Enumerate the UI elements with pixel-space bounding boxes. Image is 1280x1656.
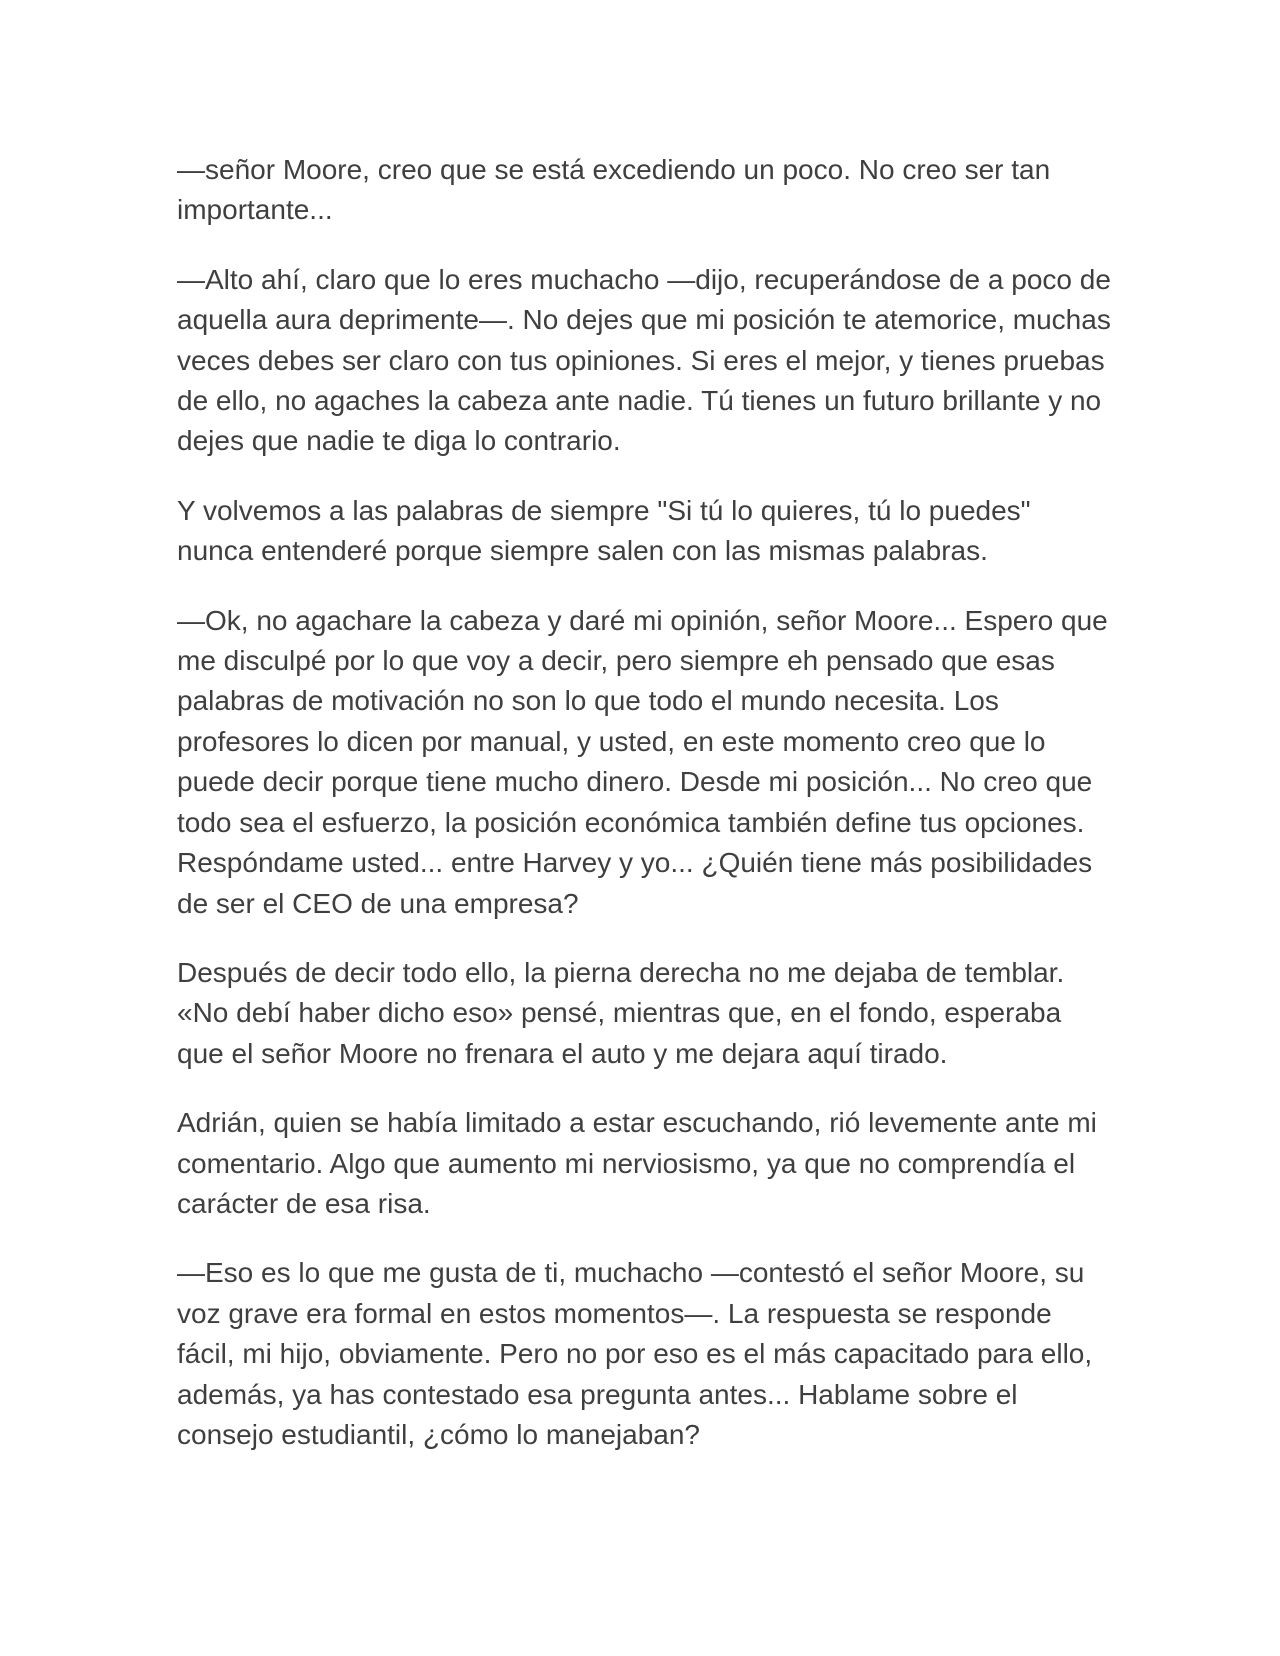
- paragraph: —Ok, no agachare la cabeza y daré mi opinión, señor Moore... Espero que me disculpé por lo que voy a decir, pero siempre eh pensado que esas palabras de motivación no son lo que todo el mundo necesita. Los profesores lo dicen por manual, y usted, en este momento creo que lo puede decir porque tiene mucho dinero. Desde mi posición... No creo que todo sea el esfuerzo, la posición económica también define tus opciones. Respóndame usted... entre Harvey y yo... ¿Quién tiene más posibilidades de ser el CEO de una empresa?: [177, 604, 1108, 919]
- paragraph: —señor Moore, creo que se está excediendo un poco. No creo ser tan importante...: [177, 154, 1051, 226]
- paragraph: —Alto ahí, claro que lo eres muchacho —dijo, recuperándose de a poco de aquella aura deprimente—. No dejes que mi posición te atemorice, muchas veces debes ser claro con tus opiniones. Si eres el mejor, y tienes pruebas de ello, no agaches la cabeza ante nadie. Tú tienes un futuro brillante y no dejes que nadie te diga lo contrario.: [177, 263, 1111, 457]
- paragraph: Después de decir todo ello, la pierna derecha no me dejaba de temblar. «No debí haber dicho eso» pensé, mientras que, en el fondo, esperaba que el señor Moore no frenara el auto y me dejara aquí tirado.: [177, 956, 1065, 1069]
- paragraph: Y volvemos a las palabras de siempre "Si tú lo quieres, tú lo puedes" nunca entenderé porque siempre salen con las mismas palabras.: [177, 494, 1031, 567]
- paragraph: —Eso es lo que me gusta de ti, muchacho —contestó el señor Moore, su voz grave era formal en estos momentos—. La respuesta se responde fácil, mi hijo, obviamente. Pero no por eso es el más capacitado para ello, además, ya has contestado esa pregunta antes... Hablame sobre el consejo estudiantil, ¿cómo lo manejaban?: [177, 1257, 1093, 1450]
- document-page: [177, 150, 1112, 1484]
- paragraph: Adrián, quien se había limitado a estar escuchando, rió levemente ante mi comentario. Algo que aumento mi nerviosismo, ya que no comprendía el carácter de esa risa.: [177, 1107, 1097, 1219]
